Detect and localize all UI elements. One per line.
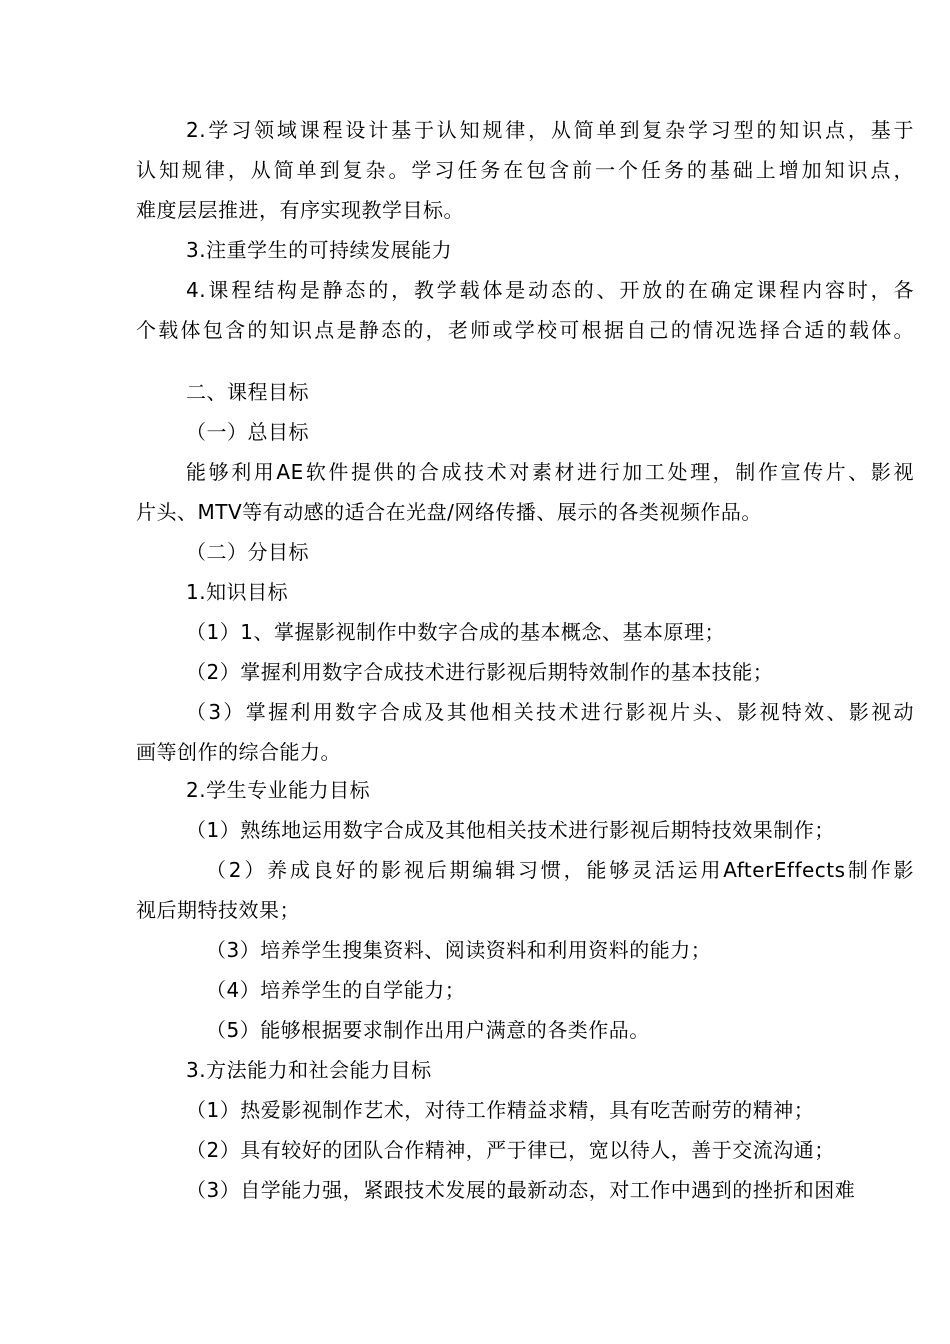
list-item: （4）培养学生的自学能力； [206, 978, 466, 1002]
section-heading: 二、课程目标 [186, 380, 309, 404]
paragraph-line: 2.学习领域课程设计基于认知规律，从简单到复杂学习型的知识点，基于 [186, 118, 914, 142]
list-item: （2）具有较好的团队合作精神，严于律已，宽以待人，善于交流沟通； [186, 1138, 835, 1162]
list-item: （3）培养学生搜集资料、阅读资料和利用资料的能力； [206, 938, 712, 962]
paragraph-line: 认知规律，从简单到复杂。学习任务在包含前一个任务的基础上增加知识点， [136, 158, 914, 182]
list-item: （1）热爱影视制作艺术，对待工作精益求精，具有吃苦耐劳的精神； [186, 1098, 815, 1122]
list-item: （5）能够根据要求制作出用户满意的各类作品。 [206, 1018, 650, 1042]
list-heading: 1.知识目标 [186, 580, 289, 604]
paragraph-line: 能够利用AE软件提供的合成技术对素材进行加工处理，制作宣传片、影视 [186, 460, 914, 484]
list-item: （2）养成良好的影视后期编辑习惯，能够灵活运用AfterEffects制作影 [206, 858, 914, 882]
paragraph-line: 4.课程结构是静态的，教学载体是动态的、开放的在确定课程内容时，各 [186, 278, 914, 302]
paragraph-line: 个载体包含的知识点是静态的，老师或学校可根据自己的情况选择合适的载体。 [136, 318, 914, 342]
list-item: （1）1、掌握影视制作中数字合成的基本概念、基本原理； [186, 620, 725, 644]
subsection-heading: （二）分目标 [186, 540, 309, 564]
paragraph-line: 片头、MTV等有动感的适合在光盘/网络传播、展示的各类视频作品。 [136, 500, 762, 524]
list-heading: 2.学生专业能力目标 [186, 778, 371, 802]
subsection-heading: （一）总目标 [186, 420, 309, 444]
list-item: （3）掌握利用数字合成及其他相关技术进行影视片头、影视特效、影视动 [186, 700, 914, 724]
list-item: 3.注重学生的可持续发展能力 [186, 238, 453, 262]
list-item: 视后期特技效果； [136, 898, 300, 922]
paragraph-line: 难度层层推进，有序实现教学目标。 [136, 198, 464, 222]
list-item: （1）熟练地运用数字合成及其他相关技术进行影视后期特技效果制作； [186, 818, 835, 842]
list-item: 画等创作的综合能力。 [136, 740, 341, 764]
list-item: （2）掌握利用数字合成技术进行影视后期特效制作的基本技能； [186, 660, 774, 684]
list-item: （3）自学能力强，紧跟技术发展的最新动态，对工作中遇到的挫折和困难 [186, 1178, 856, 1202]
list-heading: 3.方法能力和社会能力目标 [186, 1058, 432, 1082]
